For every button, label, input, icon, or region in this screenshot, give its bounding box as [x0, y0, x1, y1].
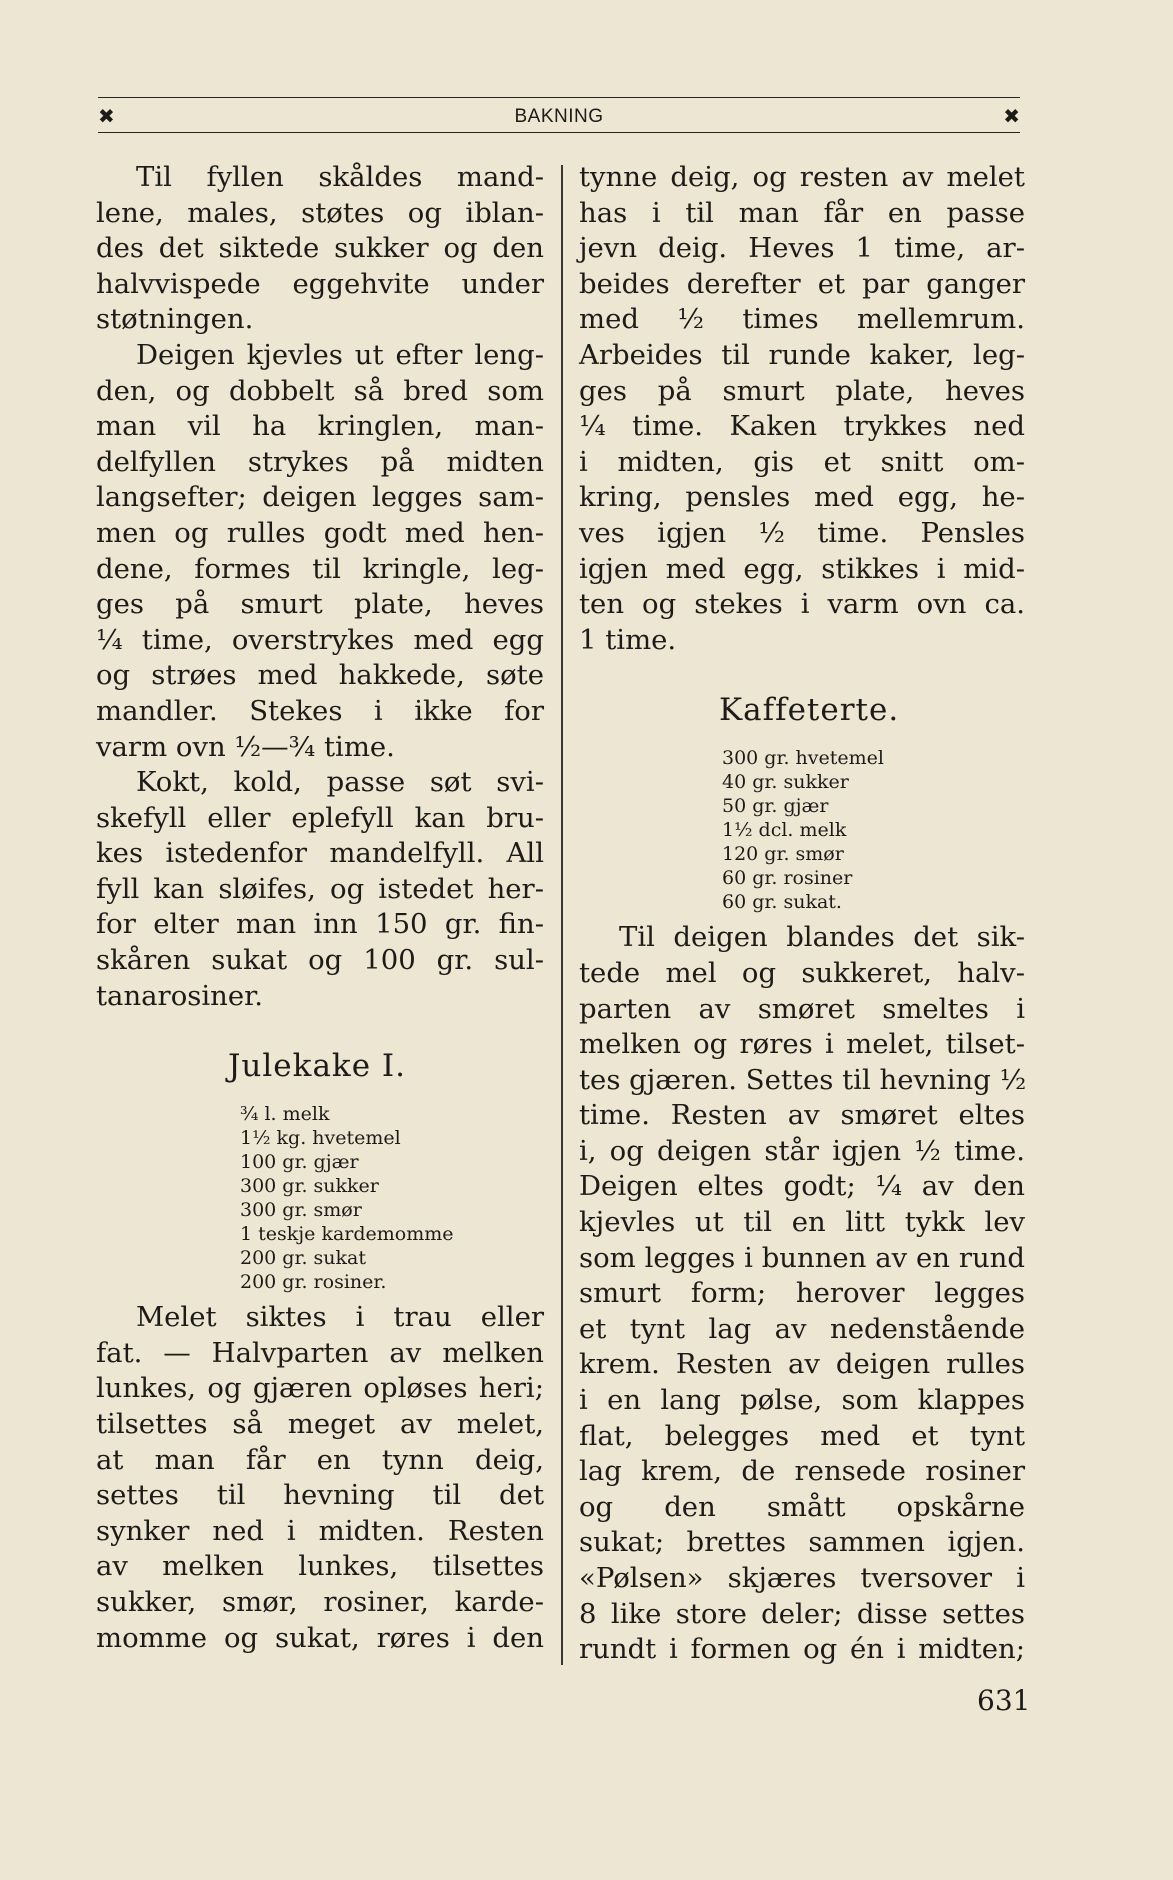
text-line: ves igjen ½ time. Pensles — [579, 516, 1025, 549]
text-line: 8 like store deler; disse settes — [579, 1597, 1025, 1630]
text-line: settes til hevning til det — [96, 1479, 544, 1512]
paragraph — [96, 1300, 544, 1656]
text-line: og den smått opskårne — [579, 1490, 1025, 1523]
ingredient-item: 200 gr. sukat — [240, 1247, 367, 1270]
text-line: des det siktede sukker og den — [96, 232, 544, 265]
ornament-left-icon: ✖ — [98, 104, 115, 128]
page-number: 631 — [977, 1684, 1031, 1717]
text-line: ¼ time. Kaken trykkes ned — [579, 410, 1025, 443]
ingredient-list — [579, 746, 1025, 914]
text-line: time. Resten av smøret eltes — [579, 1099, 1025, 1132]
ingredient-list — [96, 1102, 544, 1294]
ingredient-item: 60 gr. rosiner — [722, 867, 853, 890]
ingredient-item: 200 gr. rosiner. — [240, 1271, 387, 1294]
text-line: delfyllen strykes på midten — [96, 445, 544, 478]
text-line: Deigen eltes godt; ¼ av den — [579, 1170, 1025, 1203]
paragraph — [579, 160, 1025, 658]
text-line: Arbeides til runde kaker, leg- — [579, 338, 1025, 371]
text-line: flat, belegges med et tynt — [579, 1419, 1025, 1452]
text-line: Kokt, kold, passe søt svi- — [136, 766, 544, 799]
text-line: «Pølsen» skjæres tversover i — [579, 1562, 1025, 1594]
text-line: synker ned i midten. Resten — [96, 1514, 544, 1547]
ingredient-item: 50 gr. gjær — [722, 795, 829, 818]
text-line: halvvispede eggehvite under — [96, 267, 544, 300]
text-line: men og rulles godt med hen- — [96, 516, 544, 549]
text-line: momme og sukat, røres i den — [96, 1621, 544, 1654]
text-line: at man får en tynn deig, — [96, 1443, 544, 1476]
text-line: varm ovn ½—¾ time. — [96, 730, 395, 763]
column-divider — [561, 165, 563, 1665]
text-line: jevn deig. Heves 1 time, ar- — [579, 232, 1025, 265]
text-line: Deigen kjevles ut efter leng- — [136, 338, 544, 371]
text-line: tes gjæren. Settes til hevning ½ — [579, 1063, 1027, 1096]
paragraph — [579, 920, 1025, 1667]
ingredient-item: 120 gr. smør — [722, 843, 844, 866]
text-line: lag krem, de rensede rosiner — [579, 1455, 1025, 1488]
paragraph — [96, 338, 544, 765]
text-line: krem. Resten av deigen rulles — [579, 1348, 1025, 1381]
text-line: dene, formes til kringle, leg- — [96, 552, 544, 585]
ingredient-item: 1 teskje kardemomme — [240, 1223, 454, 1246]
text-line: fyll kan sløifes, og istedet her- — [96, 872, 544, 905]
text-line: kring, pensles med egg, he- — [579, 481, 1025, 514]
text-line: igjen med egg, stikkes i mid- — [579, 552, 1025, 585]
text-line: ges på smurt plate, heves — [96, 588, 544, 621]
text-line: 1 time. — [579, 623, 677, 656]
recipe-title: Kaffeterte. — [719, 692, 900, 729]
text-line: et tynt lag av nedenstående — [579, 1312, 1025, 1345]
text-line: skåren sukat og 100 gr. sul- — [96, 944, 544, 977]
text-line: med ½ times mellemrum. — [579, 303, 1025, 336]
text-line: Melet siktes i trau eller — [136, 1301, 544, 1334]
ingredient-item: 60 gr. sukat. — [722, 891, 842, 914]
text-line: tynne deig, og resten av melet — [579, 161, 1025, 193]
text-line: skefyll eller eplefyll kan bru- — [96, 801, 544, 834]
running-header — [98, 97, 1020, 133]
paragraph — [96, 765, 544, 1014]
ingredient-item: 300 gr. smør — [240, 1199, 362, 1222]
text-line: tilsettes så meget av melet, — [96, 1408, 544, 1441]
text-line: for elter man inn 150 gr. fin- — [96, 908, 544, 941]
text-line: i, og deigen står igjen ½ time. — [579, 1134, 1025, 1167]
text-line: tanarosiner. — [96, 979, 264, 1012]
text-line: ¼ time, overstrykes med egg — [96, 623, 544, 656]
paragraph — [96, 160, 544, 338]
text-line: fat. — Halvparten av melken — [96, 1336, 544, 1369]
ingredient-item: 300 gr. sukker — [240, 1175, 379, 1198]
right-column — [579, 160, 1025, 1668]
text-line: beides derefter et par ganger — [579, 267, 1025, 300]
text-line: has i til man får en passe — [579, 196, 1025, 229]
text-line: støtningen. — [96, 303, 254, 336]
text-line: kjevles ut til en litt tykk lev — [579, 1206, 1025, 1239]
ingredient-item: 300 gr. hvetemel — [722, 747, 884, 770]
text-line: melken og røres i melet, tilset- — [579, 1028, 1025, 1061]
ornament-right-icon: ✖ — [1003, 104, 1020, 128]
text-line: lunkes, og gjæren opløses heri; — [96, 1372, 544, 1405]
ingredient-item: 100 gr. gjær — [240, 1151, 359, 1174]
text-line: som legges i bunnen av en rund — [579, 1241, 1025, 1274]
ingredient-item: 1½ dcl. melk — [722, 819, 847, 842]
text-line: rundt i formen og én i midten; — [579, 1633, 1025, 1666]
text-line: smurt form; herover legges — [579, 1277, 1025, 1310]
text-line: parten av smøret smeltes i — [579, 992, 1025, 1025]
text-line: man vil ha kringlen, man- — [96, 410, 544, 443]
ingredient-item: ¾ l. melk — [240, 1103, 330, 1126]
text-line: lene, males, støtes og iblan- — [96, 196, 544, 229]
text-line: den, og dobbelt så bred som — [96, 374, 544, 407]
text-line: langsefter; deigen legges sam- — [96, 481, 544, 514]
ingredient-item: 40 gr. sukker — [722, 771, 849, 794]
left-column — [96, 160, 544, 1656]
text-line: i en lang pølse, som klappes — [579, 1384, 1025, 1417]
text-line: og strøes med hakkede, søte — [96, 659, 544, 692]
text-line: mandler. Stekes i ikke for — [96, 694, 544, 727]
text-line: sukat; brettes sammen igjen. — [579, 1526, 1025, 1559]
text-line: Til deigen blandes det sik- — [619, 921, 1025, 954]
text-line: sukker, smør, rosiner, karde- — [96, 1586, 544, 1618]
text-line: tede mel og sukkeret, halv- — [579, 956, 1025, 989]
text-line: kes istedenfor mandelfyll. All — [96, 837, 544, 870]
text-line: ges på smurt plate, heves — [579, 374, 1025, 407]
ingredient-item: 1½ kg. hvetemel — [240, 1127, 401, 1150]
text-line: Til fyllen skåldes mand- — [136, 161, 544, 193]
running-head-title: BAKNING — [514, 106, 604, 127]
text-line: i midten, gis et snitt om- — [579, 445, 1025, 478]
text-line: ten og stekes i varm ovn ca. — [579, 588, 1025, 621]
recipe-title: Julekake I. — [228, 1048, 407, 1085]
text-line: av melken lunkes, tilsettes — [96, 1550, 544, 1583]
